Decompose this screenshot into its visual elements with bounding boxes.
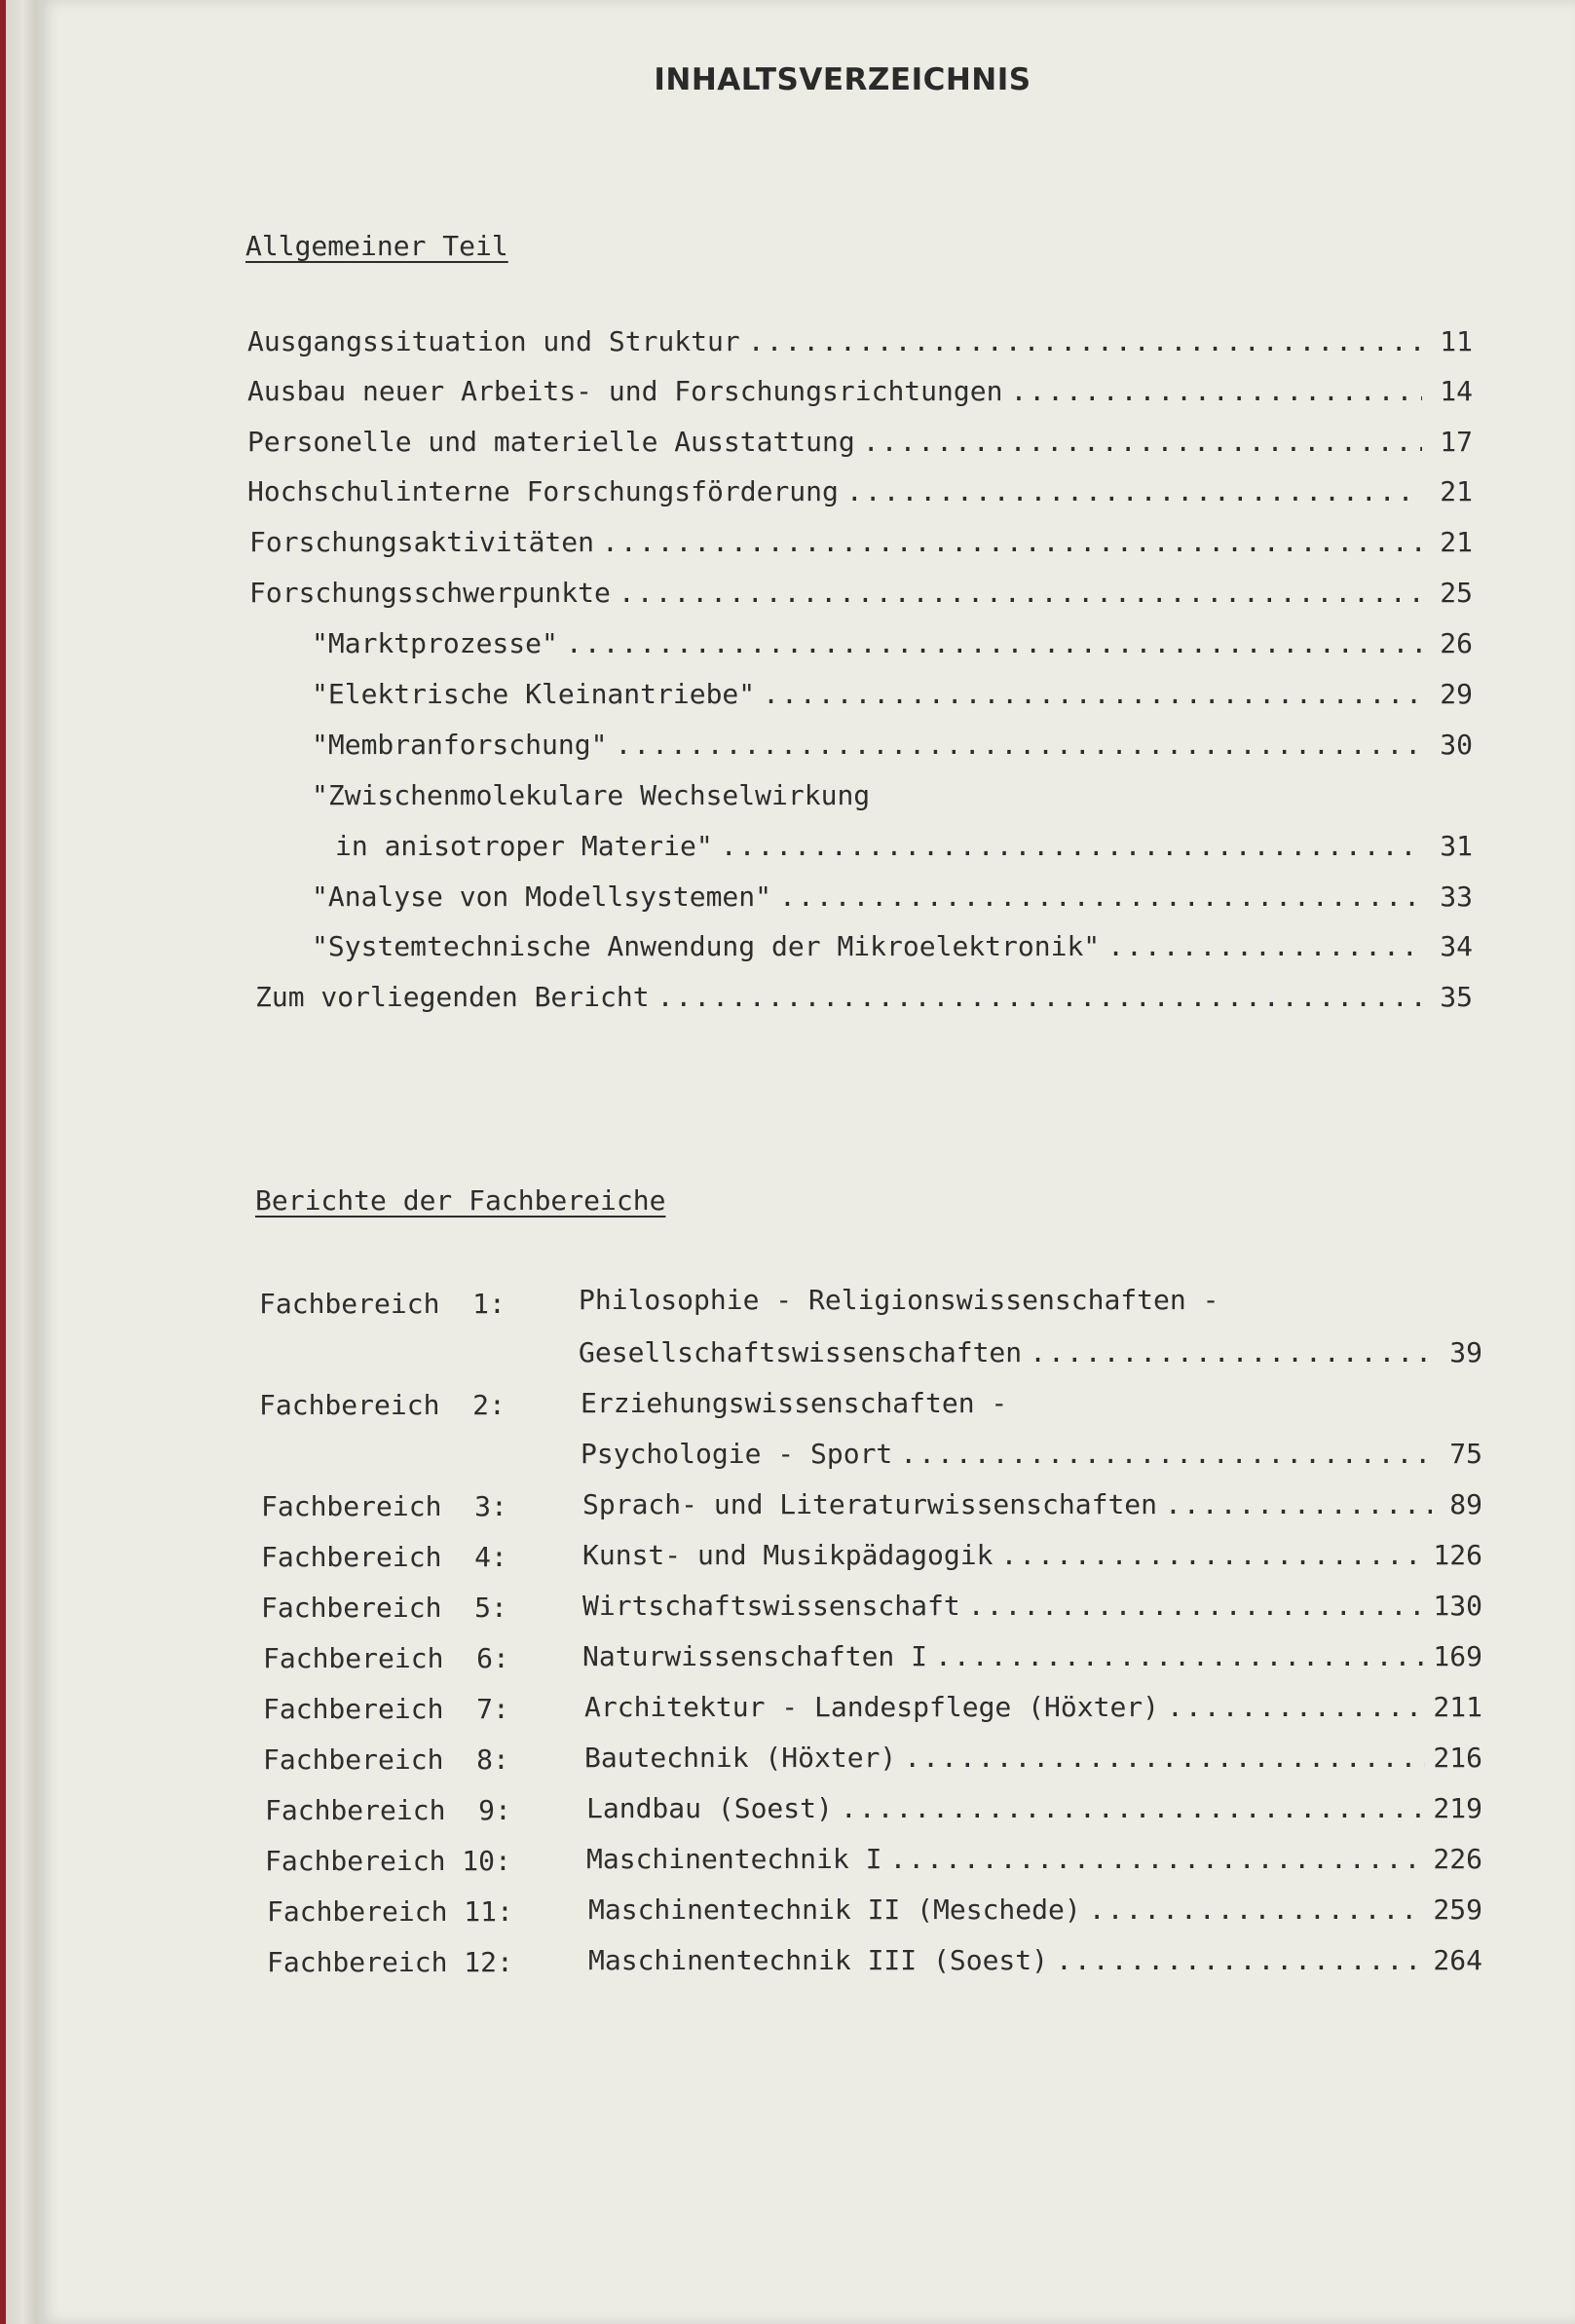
toc-entry-label: Wirtschaftswissenschaft (582, 1590, 960, 1622)
toc-entry-label: Landbau (Soest) (586, 1792, 833, 1824)
leader-dots (904, 1742, 1425, 1774)
leader-dots (846, 475, 1422, 507)
toc-entry-page: 21 (1440, 475, 1473, 507)
toc-entry-label: "Analyse von Modellsystemen" (312, 881, 772, 913)
leader-dots (863, 426, 1422, 458)
toc-entry[interactable] (582, 1488, 1482, 1520)
toc-entry-page: 211 (1433, 1691, 1482, 1723)
toc-entry[interactable] (586, 1792, 1482, 1824)
fachbereich-label: Fachbereich 6: (263, 1642, 509, 1674)
section-heading-berichte-der-fachbereiche: Berichte der Fachbereiche (255, 1184, 666, 1217)
toc-entry-page: 21 (1440, 526, 1473, 558)
toc-entry-page: 219 (1433, 1792, 1482, 1824)
leader-dots (968, 1590, 1426, 1622)
toc-entry-label: "Elektrische Kleinantriebe" (312, 678, 756, 710)
toc-entry[interactable] (249, 577, 1473, 609)
toc-entry[interactable] (255, 981, 1473, 1013)
leader-dots (900, 1438, 1432, 1470)
toc-entry-label: in anisotroper Materie" (335, 830, 713, 862)
leader-dots (619, 577, 1422, 609)
toc-entry-page: 259 (1433, 1893, 1482, 1926)
toc-entry-label: Maschinentechnik III (Soest) (588, 1944, 1049, 1976)
leader-dots (1000, 1539, 1425, 1571)
toc-entry-label: "Systemtechnische Anwendung der Mikroelektronik" (312, 930, 1101, 962)
toc-entry[interactable] (584, 1691, 1482, 1723)
leader-dots (889, 1843, 1425, 1875)
leader-dots (1089, 1893, 1426, 1926)
toc-entry-page: 30 (1440, 729, 1473, 761)
section-heading-allgemeiner-teil: Allgemeiner Teil (245, 230, 508, 262)
toc-entry-label: Architektur - Landespflege (Höxter) (584, 1691, 1160, 1723)
toc-entry-label: Sprach- und Literaturwissenschaften (582, 1488, 1158, 1520)
toc-entry-label: Philosophie - Religionswissenschaften - (579, 1284, 1219, 1316)
toc-entry-page: 25 (1440, 577, 1473, 609)
toc-entry[interactable] (586, 1843, 1482, 1875)
toc-entry-page: 130 (1433, 1590, 1482, 1622)
leader-dots (1165, 1488, 1432, 1520)
toc-entry[interactable] (312, 930, 1473, 962)
toc-entry-label: "Zwischenmolekulare Wechselwirkung (312, 779, 871, 811)
leader-dots (566, 627, 1422, 659)
toc-entry-label: Hochschulinterne Forschungsförderung (247, 475, 839, 507)
fachbereich-label: Fachbereich 4: (261, 1541, 507, 1573)
leader-dots (1167, 1691, 1425, 1723)
toc-entry-label: Ausbau neuer Arbeits- und Forschungsrichtungen (247, 375, 1003, 407)
toc-entry-label: Erziehungswissenschaften - (581, 1387, 1008, 1419)
toc-entry-page: 34 (1440, 930, 1473, 962)
toc-entry-label: "Membranforschung" (312, 729, 608, 761)
leader-dots (763, 678, 1422, 710)
toc-entry-label: Maschinentechnik II (Meschede) (588, 1893, 1081, 1926)
toc-entry-label: Naturwissenschaften I (582, 1640, 928, 1672)
fachbereich-label: Fachbereich 10: (265, 1845, 511, 1877)
fachbereich-label: Fachbereich 7: (263, 1693, 509, 1725)
toc-entry-page: 75 (1449, 1438, 1482, 1470)
toc-entry[interactable] (312, 627, 1473, 659)
fachbereich-label: Fachbereich 8: (263, 1743, 509, 1776)
toc-entry-label: Bautechnik (Höxter) (584, 1742, 897, 1774)
toc-entry-label: Forschungsschwerpunkte (249, 577, 611, 609)
leader-dots (1010, 375, 1422, 407)
book-spine-edge (0, 0, 37, 2324)
toc-entry[interactable] (247, 325, 1473, 357)
toc-entry[interactable] (588, 1893, 1482, 1926)
fachbereich-label: Fachbereich 2: (259, 1389, 506, 1421)
toc-entry-page: 89 (1449, 1488, 1482, 1520)
toc-entry[interactable] (582, 1640, 1482, 1672)
toc-entry[interactable] (247, 426, 1473, 458)
toc-entry[interactable] (312, 729, 1473, 761)
toc-entry-page: 35 (1440, 981, 1473, 1013)
fachbereich-label: Fachbereich 11: (267, 1895, 513, 1928)
fachbereich-label: Fachbereich 12: (267, 1946, 513, 1978)
leader-dots (841, 1792, 1426, 1824)
toc-entry-label: Ausgangssituation und Struktur (247, 325, 740, 357)
toc-entry[interactable] (312, 678, 1473, 710)
toc-entry-label: Personelle und materielle Ausstattung (247, 426, 855, 458)
leader-dots (721, 830, 1422, 862)
page-title: INHALTSVERZEICHNIS (654, 62, 1031, 97)
toc-entry[interactable] (312, 881, 1473, 913)
toc-entry-page: 33 (1440, 881, 1473, 913)
toc-entry-page: 14 (1440, 375, 1473, 407)
toc-entry-page: 169 (1433, 1640, 1482, 1672)
toc-entry[interactable] (581, 1438, 1482, 1470)
toc-entry[interactable] (249, 526, 1473, 558)
toc-entry[interactable] (582, 1590, 1482, 1622)
toc-entry-page: 31 (1440, 830, 1473, 862)
toc-entry[interactable] (579, 1336, 1482, 1368)
toc-entry-page: 126 (1433, 1539, 1482, 1571)
toc-entry-page: 11 (1440, 325, 1473, 357)
toc-entry-label: Kunst- und Musikpädagogik (582, 1539, 994, 1571)
toc-entry-label: Maschinentechnik I (586, 1843, 882, 1875)
leader-dots (1107, 930, 1422, 962)
toc-entry-page: 17 (1440, 426, 1473, 458)
leader-dots (935, 1640, 1425, 1672)
toc-entry-page: 29 (1440, 678, 1473, 710)
toc-entry-label: Psychologie - Sport (581, 1438, 893, 1470)
toc-entry-page: 26 (1440, 627, 1473, 659)
toc-entry[interactable] (582, 1539, 1482, 1571)
toc-entry-label: Zum vorliegenden Bericht (255, 981, 650, 1013)
toc-entry[interactable] (335, 830, 1473, 862)
fachbereich-label: Fachbereich 5: (261, 1592, 507, 1624)
toc-entry[interactable] (584, 1742, 1482, 1774)
toc-entry-label: Forschungsaktivitäten (249, 526, 595, 558)
fachbereich-label: Fachbereich 3: (261, 1490, 507, 1522)
toc-entry[interactable] (247, 375, 1473, 407)
toc-entry-page: 264 (1433, 1944, 1482, 1976)
leader-dots (602, 526, 1422, 558)
leader-dots (779, 881, 1422, 913)
leader-dots (1030, 1336, 1432, 1368)
leader-dots (748, 325, 1422, 357)
fachbereich-label: Fachbereich 9: (265, 1794, 511, 1826)
toc-entry[interactable] (588, 1944, 1482, 1976)
fachbereich-label: Fachbereich 1: (259, 1288, 506, 1320)
toc-entry-label: Gesellschaftswissenschaften (579, 1336, 1023, 1368)
toc-entry[interactable] (247, 475, 1473, 507)
toc-entry-page: 226 (1433, 1843, 1482, 1875)
toc-entry-page: 39 (1449, 1336, 1482, 1368)
leader-dots (657, 981, 1422, 1013)
leader-dots (1056, 1944, 1425, 1976)
leader-dots (615, 729, 1422, 761)
toc-entry-label: "Marktprozesse" (312, 627, 558, 659)
toc-entry-page: 216 (1433, 1742, 1482, 1774)
